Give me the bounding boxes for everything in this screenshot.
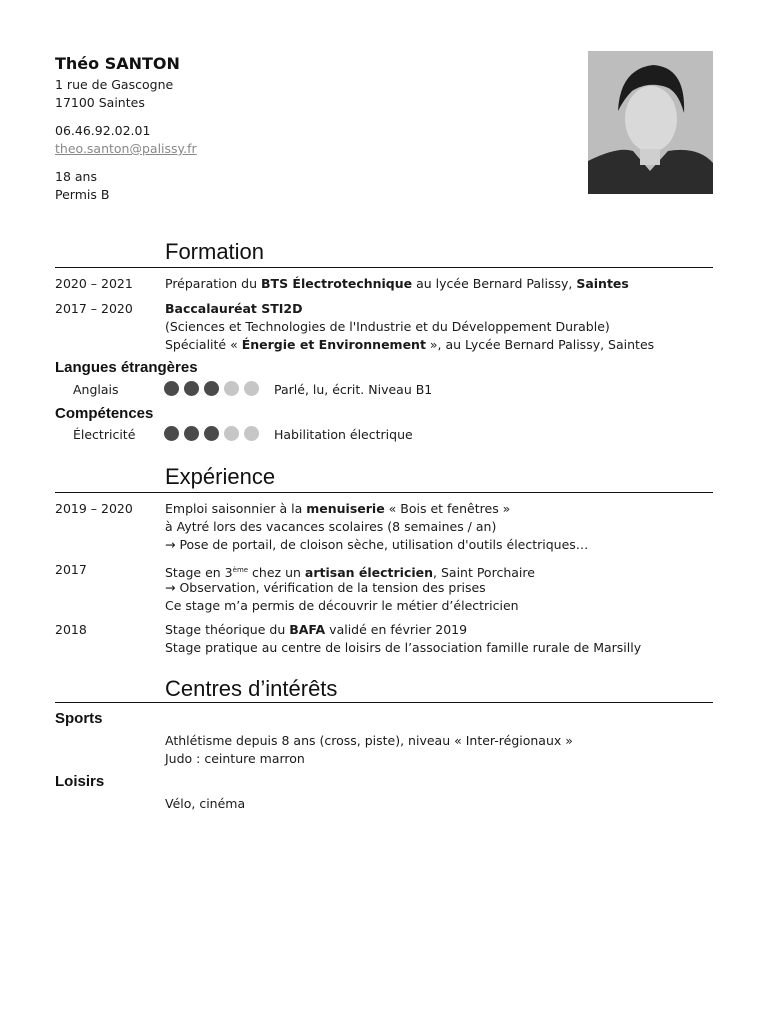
experience-detail: Stage pratique au centre de loisirs de l’association famille rurale de Marsilly bbox=[165, 640, 642, 655]
formation-years: 2020 – 2021 bbox=[55, 276, 133, 291]
subsection-title-langues: Langues étrangères bbox=[55, 359, 198, 376]
experience-entry: Stage théorique du BAFA validé en février 2019 bbox=[165, 622, 468, 637]
experience-years: 2019 – 2020 bbox=[55, 501, 133, 516]
email-link[interactable]: theo.santon@palissy.fr bbox=[55, 141, 197, 156]
subsection-title-loisirs: Loisirs bbox=[55, 773, 105, 790]
experience-detail: → Pose de portail, de cloison sèche, utilisation d'outils électriques… bbox=[165, 537, 589, 552]
experience-entry: Emploi saisonnier à la menuiserie « Bois et fenêtres » bbox=[165, 501, 511, 516]
rating-dot-filled bbox=[184, 426, 199, 441]
loisirs-detail: Vélo, cinéma bbox=[165, 796, 246, 811]
rating-dot-filled bbox=[164, 381, 179, 396]
sports-detail: Judo : ceinture marron bbox=[165, 751, 305, 766]
language-label: Anglais bbox=[73, 382, 119, 397]
skill-label: Électricité bbox=[73, 427, 136, 442]
experience-years: 2017 bbox=[55, 562, 87, 577]
age: 18 ans bbox=[55, 169, 97, 184]
rating-dot-filled bbox=[184, 381, 199, 396]
skill-level-rating bbox=[164, 426, 259, 441]
address-line-1: 1 rue de Gascogne bbox=[55, 77, 174, 92]
experience-years: 2018 bbox=[55, 622, 87, 637]
experience-detail: Ce stage m’a permis de découvrir le métier d’électricien bbox=[165, 598, 519, 613]
section-title-experience: Expérience bbox=[165, 464, 276, 489]
address-line-2: 17100 Saintes bbox=[55, 95, 145, 110]
candidate-name: Théo SANTON bbox=[55, 54, 180, 73]
rating-dot-filled bbox=[204, 426, 219, 441]
sports-detail: Athlétisme depuis 8 ans (cross, piste), niveau « Inter-régionaux » bbox=[165, 733, 573, 748]
section-divider bbox=[55, 492, 713, 493]
experience-entry: Stage en 3ème chez un artisan électricien, Saint Porchaire bbox=[165, 565, 535, 581]
profile-photo bbox=[588, 51, 713, 194]
rating-dot-empty bbox=[224, 426, 239, 441]
rating-dot-filled bbox=[204, 381, 219, 396]
experience-detail: → Observation, vérification de la tension des prises bbox=[165, 580, 486, 595]
driving-license: Permis B bbox=[55, 187, 110, 202]
section-title-interets: Centres d’intérêts bbox=[165, 676, 338, 701]
formation-entry: Préparation du BTS Électrotechnique au lycée Bernard Palissy, Saintes bbox=[165, 276, 629, 291]
section-divider bbox=[55, 702, 713, 703]
rating-dot-empty bbox=[244, 381, 259, 396]
experience-detail: à Aytré lors des vacances scolaires (8 semaines / an) bbox=[165, 519, 497, 534]
section-divider bbox=[55, 267, 713, 268]
formation-entry-detail: (Sciences et Technologies de l'Industrie et du Développement Durable) bbox=[165, 319, 610, 334]
formation-entry-speciality: Spécialité « Énergie et Environnement », au Lycée Bernard Palissy, Saintes bbox=[165, 337, 655, 352]
subsection-title-competences: Compétences bbox=[55, 405, 154, 422]
language-description: Parlé, lu, écrit. Niveau B1 bbox=[274, 382, 433, 397]
section-title-formation: Formation bbox=[165, 239, 265, 264]
subsection-title-sports: Sports bbox=[55, 710, 103, 727]
rating-dot-filled bbox=[164, 426, 179, 441]
phone-number: 06.46.92.02.01 bbox=[55, 123, 151, 138]
formation-years: 2017 – 2020 bbox=[55, 301, 133, 316]
rating-dot-empty bbox=[224, 381, 239, 396]
skill-description: Habilitation électrique bbox=[274, 427, 413, 442]
rating-dot-empty bbox=[244, 426, 259, 441]
language-level-rating bbox=[164, 381, 259, 396]
formation-entry-title: Baccalauréat STI2D bbox=[165, 301, 303, 316]
